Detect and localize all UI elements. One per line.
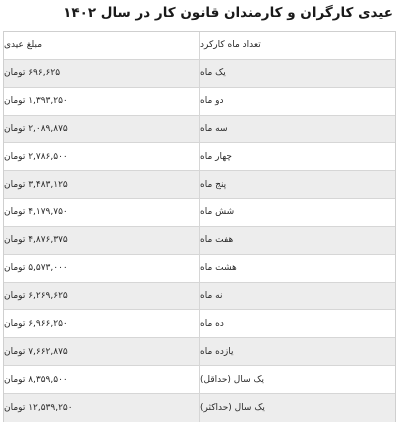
- table-row: [4, 394, 395, 422]
- months-worked-cell: یک سال (حداکثر): [199, 394, 395, 422]
- table-row: [4, 338, 395, 366]
- table-row: [4, 60, 395, 88]
- header-months-worked: تعداد ماه کارکرد: [199, 32, 395, 59]
- header-bonus-amount: مبلغ عیدی: [4, 40, 43, 51]
- months-worked-cell: نه ماه: [199, 283, 395, 310]
- table-row: [4, 116, 395, 144]
- bonus-amount-cell: ۶۹۶,۶۲۵ تومان: [4, 68, 61, 79]
- months-worked-cell: یک ماه: [199, 60, 395, 87]
- table-row: [4, 171, 395, 199]
- table-row: [4, 143, 395, 171]
- table-row: [4, 366, 395, 394]
- table-row: [4, 88, 395, 116]
- months-worked-cell: پنج ماه: [199, 171, 395, 198]
- bonus-amount-cell: ۷,۶۶۲,۸۷۵ تومان: [4, 346, 68, 357]
- months-worked-cell: دو ماه: [199, 88, 395, 115]
- bonus-amount-cell: ۳,۴۸۳,۱۲۵ تومان: [4, 179, 68, 190]
- bonus-amount-cell: ۴,۱۷۹,۷۵۰ تومان: [4, 207, 68, 218]
- bonus-amount-cell: ۱,۳۹۳,۲۵۰ تومان: [4, 96, 68, 107]
- table-body: [4, 60, 395, 422]
- table-header-row: [4, 32, 395, 60]
- months-worked-cell: سه ماه: [199, 116, 395, 143]
- bonus-amount-cell: ۴,۸۷۶,۳۷۵ تومان: [4, 235, 68, 246]
- table-row: [4, 283, 395, 311]
- bonus-amount-cell: ۲,۰۸۹,۸۷۵ تومان: [4, 123, 68, 134]
- table-row: [4, 199, 395, 227]
- months-worked-cell: ده ماه: [199, 310, 395, 337]
- months-worked-cell: یک سال (حداقل): [199, 366, 395, 393]
- page-title: عیدی کارگران و کارمندان قانون کار در سال ۱۴۰۲: [63, 5, 393, 21]
- months-worked-cell: شش ماه: [199, 199, 395, 226]
- table-row: [4, 255, 395, 283]
- bonus-amount-cell: ۸,۳۵۹,۵۰۰ تومان: [4, 374, 68, 385]
- months-worked-cell: چهار ماه: [199, 143, 395, 170]
- table-row: [4, 227, 395, 255]
- bonus-amount-cell: ۵,۵۷۳,۰۰۰ تومان: [4, 263, 68, 274]
- bonus-amount-cell: ۲,۷۸۶,۵۰۰ تومان: [4, 151, 68, 162]
- bonus-amount-cell: ۱۲,۵۳۹,۲۵۰ تومان: [4, 402, 73, 413]
- table-row: [4, 310, 395, 338]
- bonus-table: [3, 31, 396, 422]
- bonus-amount-cell: ۶,۹۶۶,۲۵۰ تومان: [4, 318, 68, 329]
- bonus-amount-cell: ۶,۲۶۹,۶۲۵ تومان: [4, 291, 68, 302]
- months-worked-cell: هشت ماه: [199, 255, 395, 282]
- months-worked-cell: هفت ماه: [199, 227, 395, 254]
- months-worked-cell: یازده ماه: [199, 338, 395, 365]
